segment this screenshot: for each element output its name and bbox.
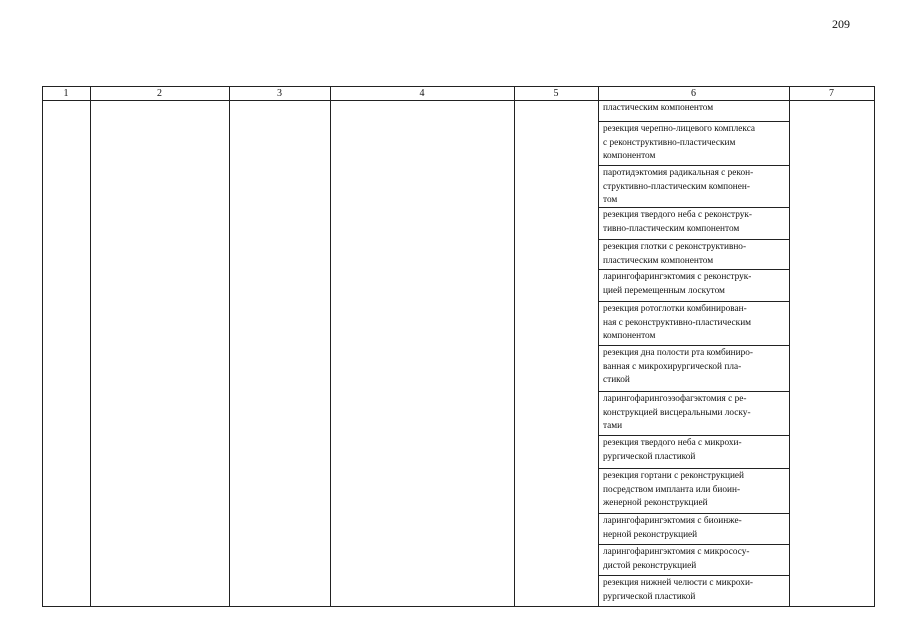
- procedure-cell: [598, 436, 790, 468]
- procedure-line: пластическим компонентом: [603, 103, 714, 113]
- procedure-line: женерной реконструкцией: [603, 498, 708, 509]
- page-number: 209: [832, 17, 850, 31]
- procedure-line: резекция твердого неба с микрохи-: [603, 438, 742, 448]
- procedure-line: ванная с микрохирургической пла-: [603, 361, 742, 372]
- procedure-line: ларингофарингэктомия с реконструк-: [603, 272, 752, 282]
- procedure-cell: [598, 101, 790, 121]
- procedure-cell: [598, 270, 790, 301]
- procedure-line: рургической пластикой: [603, 451, 696, 462]
- procedure-cell: [598, 208, 790, 239]
- procedure-line: компонентом: [603, 151, 656, 162]
- procedure-line: резекция нижней челюсти с микрохи-: [603, 578, 754, 588]
- column-header-1: 1: [63, 88, 69, 99]
- procedure-line: резекция черепно-лицевого комплекса: [603, 124, 756, 134]
- procedure-line: ларингофарингоэзофагэктомия с ре-: [603, 394, 747, 404]
- procedure-line: паротидэктомия радикальная с рекон-: [603, 168, 754, 178]
- procedure-line: резекция глотки с реконструктивно-: [603, 242, 747, 252]
- column-divider: [330, 86, 331, 607]
- procedure-line: цией перемещенным лоскутом: [603, 285, 725, 296]
- procedure-line: ларингофарингэктомия с биоинже-: [603, 516, 742, 526]
- procedure-line: ларингофарингэктомия с микрососу-: [603, 547, 750, 557]
- procedure-cell: [598, 240, 790, 269]
- column-header-3: 3: [277, 88, 282, 99]
- procedure-line: ная с реконструктивно-пластическим: [603, 317, 752, 328]
- procedure-line: тивно-пластическим компонентом: [603, 223, 740, 234]
- procedure-line: с реконструктивно-пластическим: [603, 137, 736, 148]
- procedure-line: дистой реконструкцией: [603, 560, 697, 571]
- column-divider: [90, 86, 91, 607]
- table-bottom-border: [42, 606, 875, 607]
- column-header-5: 5: [553, 88, 559, 99]
- column-divider: [229, 86, 230, 607]
- procedure-line: резекция твердого неба с реконструк-: [603, 210, 753, 220]
- procedure-line: нерной реконструкцией: [603, 529, 698, 540]
- table-left-border: [42, 86, 43, 607]
- procedure-line: резекция гортани с реконструкцией: [603, 471, 745, 481]
- procedure-line: посредством импланта или биоин-: [603, 484, 741, 495]
- procedure-cell: [598, 514, 790, 544]
- procedure-cell: [598, 166, 790, 207]
- table-right-border: [874, 86, 875, 607]
- procedure-cell: [598, 576, 790, 606]
- column-header-7: 7: [829, 88, 834, 99]
- procedure-cell: [598, 346, 790, 391]
- column-header-2: 2: [157, 88, 162, 99]
- procedure-line: стикой: [603, 375, 630, 386]
- procedure-line: рургической пластикой: [603, 591, 696, 602]
- procedure-line: резекция дна полости рта комбиниро-: [603, 348, 754, 358]
- procedure-cell: [598, 545, 790, 575]
- procedure-cell: [598, 302, 790, 345]
- procedure-line: структивно-пластическим компонен-: [603, 181, 750, 192]
- procedure-cell: [598, 392, 790, 435]
- procedure-line: том: [603, 195, 618, 206]
- procedure-cell: [598, 469, 790, 513]
- column-divider: [514, 86, 515, 607]
- procedure-cell: [598, 122, 790, 165]
- procedure-line: резекция ротоглотки комбинирован-: [603, 304, 747, 314]
- column-header-6: 6: [691, 88, 696, 99]
- procedure-line: тами: [603, 421, 623, 432]
- procedure-line: конструкцией висцеральными лоску-: [603, 407, 751, 418]
- procedure-line: пластическим компонентом: [603, 255, 714, 266]
- column-header-4: 4: [419, 88, 425, 99]
- procedure-line: компонентом: [603, 331, 656, 342]
